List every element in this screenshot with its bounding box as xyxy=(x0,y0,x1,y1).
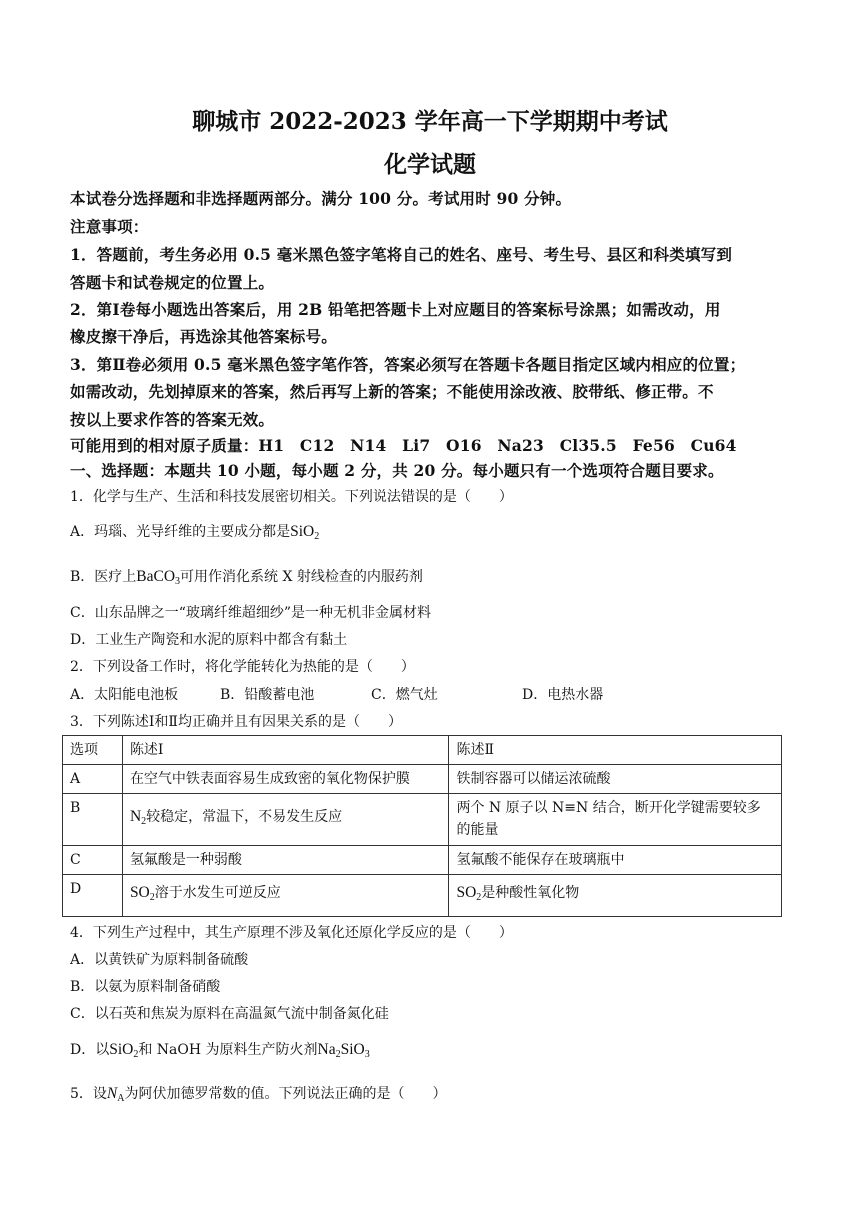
q3-row-a-option: A xyxy=(63,765,123,794)
q1-stem: 1．化学与生产、生活和科技发展密切相关。下列说法错误的是（ ） xyxy=(70,489,513,505)
q2-option-b: B．铅酸蓄电池 xyxy=(220,687,315,703)
q1-option-a xyxy=(70,522,800,547)
q1-option-b-formula: BaCO$_3$ xyxy=(136,568,181,587)
q3-row-c-option: C xyxy=(63,846,123,875)
q2-option-a: A．太阳能电池板 xyxy=(70,687,179,703)
q3-row-c-statement-2: 氢氟酸不能保存在玻璃瓶中 xyxy=(449,846,782,875)
notice-item-1-line-2: 答题卡和试卷规定的位置上。 xyxy=(70,273,275,292)
q3-row-d-formula-2: $SO_2$ xyxy=(456,884,482,903)
q3-table-row-d xyxy=(63,875,782,917)
intro-text: 本试卷分选择题和非选择题两部分。满分 100 分。考试用时 90 分钟。 xyxy=(70,189,572,208)
q2-stem: 2．下列设备工作时，将化学能转化为热能的是（ ） xyxy=(70,659,415,675)
notice-item-3-line-2: 如需改动，先划掉原来的答案，然后再写上新的答案；不能使用涂改液、胶带纸、修正带。不 xyxy=(70,382,714,401)
q3-header-statement-2: 陈述Ⅱ xyxy=(449,736,782,765)
q4-option-d-formula-2: $Na_2SiO_3$ xyxy=(317,1041,370,1060)
q3-row-b-formula: $N_2$ xyxy=(129,808,147,827)
q1-option-b-pre: B．医疗上 xyxy=(70,569,137,585)
section-1-heading: 一、选择题：本题共 10 小题，每小题 2 分，共 20 分。每小题只有一个选项符合题目要求。 xyxy=(70,461,724,480)
q3-row-c-statement-1: 氢氟酸是一种弱酸 xyxy=(122,846,449,875)
q1-option-d: D．工业生产陶瓷和水泥的原料中都含有黏土 xyxy=(70,632,348,648)
q2-option-d: D．电热水器 xyxy=(522,687,604,703)
notice-item-3-line-3: 按以上要求作答的答案无效。 xyxy=(70,410,275,429)
q4-option-a: A．以黄铁矿为原料制备硫酸 xyxy=(70,952,249,968)
q2-options xyxy=(70,685,800,705)
q3-header-option: 选项 xyxy=(63,736,123,765)
notice-item-1-line-1: 1．答题前，考生务必用 0.5 毫米黑色签字笔将自己的姓名、座号、考生号、县区和科类填写到 xyxy=(70,245,733,264)
notice-item-3-line-1: 3．第Ⅱ卷必须用 0.5 毫米黑色签字笔作答，答案必须写在答题卡各题目指定区域内相应的位置； xyxy=(70,355,746,374)
q3-header-statement-1: 陈述Ⅰ xyxy=(122,736,449,765)
q3-table xyxy=(62,735,782,917)
q3-row-a-statement-2: 铁制容器可以储运浓硫酸 xyxy=(449,765,782,794)
notice-label: 注意事项： xyxy=(70,217,149,236)
q3-row-b-statement-2: 两个 N 原子以 N≡N 结合，断开化学键需要较多的能量 xyxy=(449,794,782,846)
q3-row-d-statement-1: $SO_2$溶于水发生可逆反应 xyxy=(122,875,449,917)
q3-row-a-statement-1: 在空气中铁表面容易生成致密的氧化物保护膜 xyxy=(122,765,449,794)
q4-option-d-formula-1: SiO$_2$ xyxy=(109,1041,139,1060)
q3-table-row-b xyxy=(63,794,782,846)
q4-option-c: C．以石英和焦炭为原料在高温氮气流中制备氮化硅 xyxy=(70,1006,389,1022)
exam-title: 聊城市 2022-2023 学年高一下学期期中考试 xyxy=(192,108,668,135)
q3-stem: 3．下列陈述Ⅰ和Ⅱ均正确并且有因果关系的是（ ） xyxy=(70,714,402,730)
q2-option-c: C．燃气灶 xyxy=(371,687,438,703)
q1-option-c: C．山东品牌之一“玻璃纤维超细纱”是一种无机非金属材料 xyxy=(70,605,432,621)
q3-row-d-formula-1: $SO_2$ xyxy=(129,884,155,903)
q3-row-d-option: D xyxy=(63,875,123,917)
q4-stem: 4．下列生产过程中，其生产原理不涉及氧化还原化学反应的是（ ） xyxy=(70,925,513,941)
q1-option-b xyxy=(70,567,800,592)
q4-option-b: B．以氨为原料制备硝酸 xyxy=(70,979,221,995)
notice-item-2-line-1: 2．第Ⅰ卷每小题选出答案后，用 2B 铅笔把答题卡上对应题目的答案标号涂黑；如需改动，用 xyxy=(70,300,721,319)
q3-row-b-option: B xyxy=(63,794,123,846)
notice-item-2-line-2: 橡皮擦干净后，再选涂其他答案标号。 xyxy=(70,327,337,346)
q3-row-d-statement-2: $SO_2$是种酸性氧化物 xyxy=(449,875,782,917)
q3-table-row-a xyxy=(63,765,782,794)
atomic-masses: 可能用到的相对原子质量：H1 C12 N14 Li7 O16 Na23 Cl35.5 Fe56 Cu64 xyxy=(70,436,737,455)
exam-subtitle: 化学试题 xyxy=(384,151,476,178)
q1-option-b-post: 可用作消化系统 X 射线检查的内服药剂 xyxy=(180,569,423,585)
q1-option-a-text: A．玛瑙、光导纤维的主要成分都是 xyxy=(70,524,291,540)
q3-table-header-row xyxy=(63,736,782,765)
q3-row-b-statement-1: $N_2$较稳定，常温下，不易发生反应 xyxy=(122,794,449,846)
q3-table-row-c xyxy=(63,846,782,875)
q1-option-a-formula: SiO$_2$ xyxy=(290,523,320,542)
q4-option-d: D．以SiO$_2$和 NaOH 为原料生产防火剂$Na_2SiO_3$ xyxy=(70,1041,370,1060)
q5-stem: 5．设$N_A$为阿伏加德罗常数的值。下列说法正确的是（ ） xyxy=(70,1085,447,1104)
avogadro-constant-symbol: $N_A$ xyxy=(106,1085,125,1104)
